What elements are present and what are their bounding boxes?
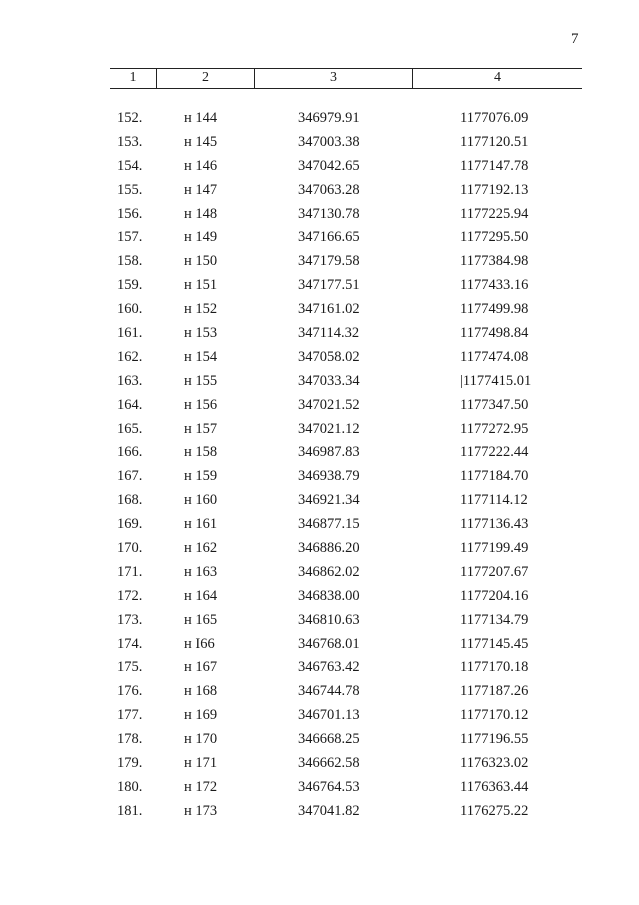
table-row [110, 108, 582, 132]
table-row [110, 466, 582, 490]
row-number-cell: 154. [117, 157, 143, 174]
point-name-cell: н I66 [184, 635, 215, 652]
y-coordinate-cell: 1177145.45 [460, 635, 529, 652]
table-row [110, 753, 582, 777]
x-coordinate-cell: 347042.65 [298, 157, 360, 174]
x-coordinate-cell: 346763.42 [298, 659, 360, 676]
table-row [110, 156, 582, 180]
point-name-cell: н 159 [184, 468, 218, 485]
point-name-cell: н 155 [184, 372, 218, 389]
point-name-cell: н 164 [184, 587, 218, 604]
table-header [110, 69, 582, 88]
table-row [110, 180, 582, 204]
row-number-cell: 169. [117, 516, 143, 533]
point-name-cell: н 156 [184, 396, 218, 413]
row-number-cell: 176. [117, 683, 143, 700]
row-number-cell: 179. [117, 755, 143, 772]
table-row [110, 442, 582, 466]
x-coordinate-cell: 346768.01 [298, 635, 360, 652]
x-coordinate-cell: 347161.02 [298, 301, 360, 318]
table-row [110, 681, 582, 705]
row-number-cell: 174. [117, 635, 143, 652]
row-number-cell: 160. [117, 301, 143, 318]
table-row [110, 514, 582, 538]
y-coordinate-cell: 1177384.98 [460, 253, 529, 270]
y-coordinate-cell: 1177120.51 [460, 133, 529, 150]
x-coordinate-cell: 346979.91 [298, 110, 360, 126]
x-coordinate-cell: 347063.28 [298, 181, 360, 198]
row-number-cell: 158. [117, 253, 143, 270]
point-name-cell: н 150 [184, 253, 218, 270]
row-number-cell: 167. [117, 468, 143, 485]
x-coordinate-cell: 346886.20 [298, 540, 360, 557]
table-row [110, 801, 582, 825]
column-header-3: 3 [254, 69, 412, 88]
y-coordinate-cell: 1177295.50 [460, 229, 529, 246]
y-coordinate-cell: 1177222.44 [460, 444, 529, 461]
table-row [110, 299, 582, 323]
x-coordinate-cell: 347130.78 [298, 205, 360, 222]
y-coordinate-cell: 1177225.94 [460, 205, 529, 222]
x-coordinate-cell: 347041.82 [298, 802, 360, 819]
y-coordinate-cell: 1177199.49 [460, 540, 529, 557]
y-coordinate-cell: 1177347.50 [460, 396, 529, 413]
point-name-cell: н 149 [184, 229, 218, 246]
row-number-cell: 152. [117, 110, 143, 126]
point-name-cell: н 151 [184, 277, 218, 294]
row-number-cell: 157. [117, 229, 143, 246]
row-number-cell: 175. [117, 659, 143, 676]
point-name-cell: н 173 [184, 802, 218, 819]
x-coordinate-cell: 346921.34 [298, 492, 360, 509]
page-number: 7 [571, 31, 579, 47]
table-row [110, 490, 582, 514]
x-coordinate-cell: 346764.53 [298, 778, 360, 795]
row-number-cell: 181. [117, 802, 143, 819]
point-name-cell: н 147 [184, 181, 218, 198]
point-name-cell: н 152 [184, 301, 218, 318]
row-number-cell: 163. [117, 372, 143, 389]
point-name-cell: н 157 [184, 420, 218, 437]
x-coordinate-cell: 346701.13 [298, 707, 360, 724]
table-row [110, 323, 582, 347]
table-row [110, 657, 582, 681]
row-number-cell: 178. [117, 731, 143, 748]
row-number-cell: 155. [117, 181, 143, 198]
table-row [110, 729, 582, 753]
table-row [110, 371, 582, 395]
table-row [110, 586, 582, 610]
table-row [110, 610, 582, 634]
y-coordinate-cell: 1177499.98 [460, 301, 529, 318]
y-coordinate-cell: 1177207.67 [460, 563, 529, 580]
x-coordinate-cell: 347058.02 [298, 348, 360, 365]
y-coordinate-cell: 1177498.84 [460, 325, 529, 342]
column-header-2: 2 [156, 69, 254, 88]
y-coordinate-cell: 1177136.43 [460, 516, 529, 533]
y-coordinate-cell: 1177076.09 [460, 110, 529, 126]
y-coordinate-cell: 1177114.12 [460, 492, 528, 509]
x-coordinate-cell: 347033.34 [298, 372, 360, 389]
y-coordinate-cell: 1177184.70 [460, 468, 529, 485]
point-name-cell: н 169 [184, 707, 218, 724]
point-name-cell: н 167 [184, 659, 218, 676]
row-number-cell: 166. [117, 444, 143, 461]
table-row [110, 777, 582, 801]
row-number-cell: 164. [117, 396, 143, 413]
table-row [110, 634, 582, 658]
point-name-cell: н 145 [184, 133, 218, 150]
row-number-cell: 165. [117, 420, 143, 437]
table-row [110, 275, 582, 299]
x-coordinate-cell: 346662.58 [298, 755, 360, 772]
point-name-cell: н 165 [184, 611, 218, 628]
point-name-cell: н 162 [184, 540, 218, 557]
table-row [110, 538, 582, 562]
table-body [110, 108, 582, 825]
row-number-cell: 173. [117, 611, 143, 628]
row-number-cell: 177. [117, 707, 143, 724]
column-header-1: 1 [129, 70, 137, 85]
row-number-cell: 171. [117, 563, 143, 580]
row-number-cell: 170. [117, 540, 143, 557]
x-coordinate-cell: 347179.58 [298, 253, 360, 270]
x-coordinate-cell: 347021.52 [298, 396, 360, 413]
y-coordinate-cell: 1176363.44 [460, 778, 529, 795]
y-coordinate-cell: 1177147.78 [460, 157, 529, 174]
row-number-cell: 162. [117, 348, 143, 365]
y-coordinate-cell: 1177433.16 [460, 277, 529, 294]
y-coordinate-cell: 1177170.18 [460, 659, 529, 676]
y-coordinate-cell: 1176323.02 [460, 755, 529, 772]
x-coordinate-cell: 346938.79 [298, 468, 360, 485]
y-coordinate-cell: 1177170.12 [460, 707, 529, 724]
point-name-cell: н 148 [184, 205, 218, 222]
column-header-4: 4 [412, 69, 582, 88]
table-row [110, 419, 582, 443]
point-name-cell: н 168 [184, 683, 218, 700]
point-name-cell: н 160 [184, 492, 218, 509]
x-coordinate-cell: 346862.02 [298, 563, 360, 580]
y-coordinate-cell: 1176275.22 [460, 802, 529, 819]
x-coordinate-cell: 346668.25 [298, 731, 360, 748]
x-coordinate-cell: 346838.00 [298, 587, 360, 604]
point-name-cell: н 163 [184, 563, 218, 580]
x-coordinate-cell: 346987.83 [298, 444, 360, 461]
point-name-cell: н 158 [184, 444, 218, 461]
table-row [110, 132, 582, 156]
row-number-cell: 156. [117, 205, 143, 222]
x-coordinate-cell: 346744.78 [298, 683, 360, 700]
y-coordinate-cell: 1177187.26 [460, 683, 529, 700]
point-name-cell: н 146 [184, 157, 218, 174]
y-coordinate-cell: |1177415.01 [460, 372, 532, 389]
point-name-cell: н 144 [184, 110, 218, 126]
point-name-cell: н 154 [184, 348, 218, 365]
row-number-cell: 161. [117, 325, 143, 342]
point-name-cell: н 153 [184, 325, 218, 342]
table-row [110, 204, 582, 228]
point-name-cell: н 171 [184, 755, 218, 772]
x-coordinate-cell: 347114.32 [298, 325, 360, 342]
x-coordinate-cell: 346810.63 [298, 611, 360, 628]
row-number-cell: 153. [117, 133, 143, 150]
point-name-cell: н 170 [184, 731, 218, 748]
table-header-bottom-rule [110, 88, 582, 89]
x-coordinate-cell: 346877.15 [298, 516, 360, 533]
point-name-cell: н 172 [184, 778, 218, 795]
row-number-cell: 168. [117, 492, 143, 509]
x-coordinate-cell: 347177.51 [298, 277, 360, 294]
table-row [110, 347, 582, 371]
table-row [110, 562, 582, 586]
table-row [110, 705, 582, 729]
row-number-cell: 159. [117, 277, 143, 294]
row-number-cell: 180. [117, 778, 143, 795]
row-number-cell: 172. [117, 587, 143, 604]
point-name-cell: н 161 [184, 516, 218, 533]
y-coordinate-cell: 1177272.95 [460, 420, 529, 437]
table-row [110, 227, 582, 251]
y-coordinate-cell: 1177192.13 [460, 181, 529, 198]
y-coordinate-cell: 1177196.55 [460, 731, 529, 748]
table-row [110, 395, 582, 419]
x-coordinate-cell: 347166.65 [298, 229, 360, 246]
table-row [110, 251, 582, 275]
y-coordinate-cell: 1177134.79 [460, 611, 529, 628]
y-coordinate-cell: 1177204.16 [460, 587, 529, 604]
x-coordinate-cell: 347021.12 [298, 420, 360, 437]
y-coordinate-cell: 1177474.08 [460, 348, 529, 365]
x-coordinate-cell: 347003.38 [298, 133, 360, 150]
